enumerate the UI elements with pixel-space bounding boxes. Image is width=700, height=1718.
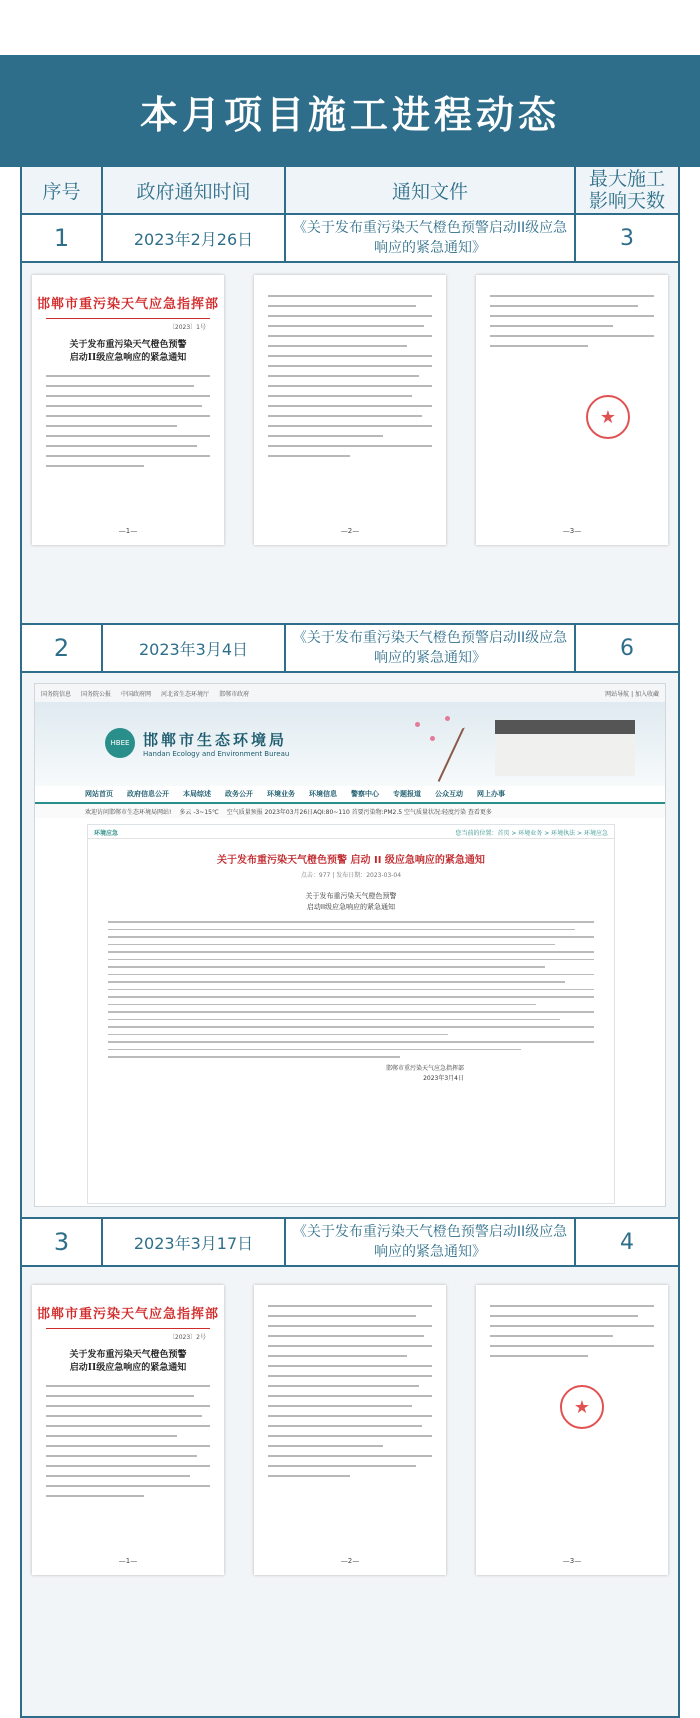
top-right-links[interactable]: 网站导航 | 加入收藏 [605, 690, 659, 698]
article-title: 关于发布重污染天气橙色预警 启动 II 级应急响应的紧急通知 [217, 855, 485, 866]
nav-item[interactable]: 政务公开 [225, 790, 253, 798]
blossom-icon [415, 722, 420, 727]
website-screenshot-area [22, 673, 678, 1219]
top-strip [0, 0, 700, 55]
row-date: 2023年3月4日 [103, 625, 286, 671]
nav-item[interactable]: 本局综述 [183, 790, 211, 798]
crumb-path[interactable]: 您当前的位置：首页 > 环境业务 > 环境执法 > 环境应急 [455, 830, 608, 837]
house-illustration-icon [495, 720, 635, 776]
website-screenshot [34, 683, 666, 1207]
row-date: 2023年3月17日 [103, 1219, 286, 1265]
row-index: 1 [22, 215, 103, 261]
site-banner [35, 702, 665, 786]
nav-item[interactable]: 网站首页 [85, 790, 113, 798]
page-number: —2— [340, 1557, 360, 1565]
top-link[interactable]: 邯郸市政府 [219, 690, 250, 698]
row-index: 2 [22, 625, 103, 671]
header-document: 通知文件 [286, 167, 576, 213]
blossom-icon [445, 716, 450, 721]
title-banner [0, 55, 700, 167]
row-days: 4 [620, 1229, 634, 1255]
table-row [22, 215, 678, 263]
nav-item[interactable]: 政府信息公开 [127, 790, 169, 798]
blossom-icon [430, 736, 435, 741]
article-meta: 点击：977 | 发布日期：2023-03-04 [300, 872, 402, 879]
site-name: 邯郸市生态环境局 [143, 730, 288, 749]
row-days: 6 [620, 635, 634, 661]
breadcrumb [88, 825, 614, 839]
official-seal-icon: ★ [586, 395, 630, 439]
notice-title: 关于发布重污染天气橙色预警 启动II级应急响应的紧急通知 [69, 340, 187, 363]
row-document: 《关于发布重污染天气橙色预警启动II级应急响应的紧急通知》 [286, 1219, 576, 1265]
nav-item[interactable]: 网上办事 [477, 790, 505, 798]
aqi-text[interactable]: 空气质量预报 2023年03月26日AQI:80~110 首要污染物:PM2.5 空气质量状况:轻度污染 查看更多 [226, 808, 492, 816]
nav-item[interactable]: 警察中心 [351, 790, 379, 798]
site-info-bar [35, 804, 665, 818]
plum-branch-icon [385, 702, 465, 782]
nav-item[interactable]: 专题报道 [393, 790, 421, 798]
section-label[interactable]: 环境应急 [94, 830, 119, 837]
nav-item[interactable]: 环境业务 [267, 790, 295, 798]
bureau-logo-icon: HBEE [105, 728, 135, 758]
notice-header: 邯郸市重污染天气应急指挥部 [36, 297, 219, 312]
table-row [22, 625, 678, 673]
header-days: 最大施工 影响天数 [588, 168, 665, 212]
article-panel [87, 824, 615, 1204]
notice-images-3 [22, 1267, 678, 1716]
site-top-bar [35, 684, 665, 702]
nav-item[interactable]: 环境信息 [309, 790, 337, 798]
row-document: 《关于发布重污染天气橙色预警启动II级应急响应的紧急通知》 [286, 625, 576, 671]
row-document: 《关于发布重污染天气橙色预警启动II级应急响应的紧急通知》 [286, 215, 576, 261]
notice-page-3 [476, 275, 668, 545]
notice-images-1 [22, 263, 678, 625]
page-number: —3— [562, 1557, 582, 1565]
page-number: —3— [562, 527, 582, 535]
notice-doc-number: 〔2023〕1号 [168, 324, 206, 331]
official-seal-icon: ★ [560, 1385, 604, 1429]
notice-title: 关于发布重污染天气橙色预警 启动II级应急响应的紧急通知 [69, 1350, 187, 1373]
table-header [22, 167, 678, 215]
notice-page-3 [476, 1285, 668, 1575]
notice-page-1 [32, 275, 224, 545]
site-name-en: Handan Ecology and Environment Bureau [143, 749, 290, 758]
page-number: —1— [118, 527, 138, 535]
top-link[interactable]: 中国政府网 [121, 690, 152, 698]
notice-page-1 [32, 1285, 224, 1575]
top-link[interactable]: 国务院信息 [41, 690, 72, 698]
site-nav [35, 786, 665, 804]
top-link[interactable]: 国务院公报 [81, 690, 112, 698]
top-link[interactable]: 河北省生态环境厅 [161, 690, 210, 698]
site-logo[interactable] [105, 728, 289, 758]
weather-text: 多云 -3~15℃ [179, 808, 219, 816]
article-subtitle: 关于发布重污染天气橙色预警 启动II级应急响应的紧急通知 [305, 892, 397, 911]
page-number: —2— [340, 527, 360, 535]
notice-page-2 [254, 275, 446, 545]
article-signature: 邯郸市重污染天气应急指挥部 2023年3月4日 [385, 1064, 464, 1082]
table-row [22, 1219, 678, 1267]
header-date: 政府通知时间 [103, 167, 286, 213]
row-index: 3 [22, 1219, 103, 1265]
row-days: 3 [620, 225, 634, 251]
schedule-table [20, 167, 680, 1718]
nav-item[interactable]: 公众互动 [435, 790, 463, 798]
row-date: 2023年2月26日 [103, 215, 286, 261]
page-number: —1— [118, 1557, 138, 1565]
notice-header: 邯郸市重污染天气应急指挥部 [36, 1307, 219, 1322]
page-title: 本月项目施工进程动态 [139, 92, 560, 137]
welcome-text: 欢迎访问邯郸市生态环境局网站! [85, 808, 172, 816]
notice-doc-number: 〔2023〕2号 [168, 1334, 206, 1341]
header-index: 序号 [22, 167, 103, 213]
notice-page-2 [254, 1285, 446, 1575]
